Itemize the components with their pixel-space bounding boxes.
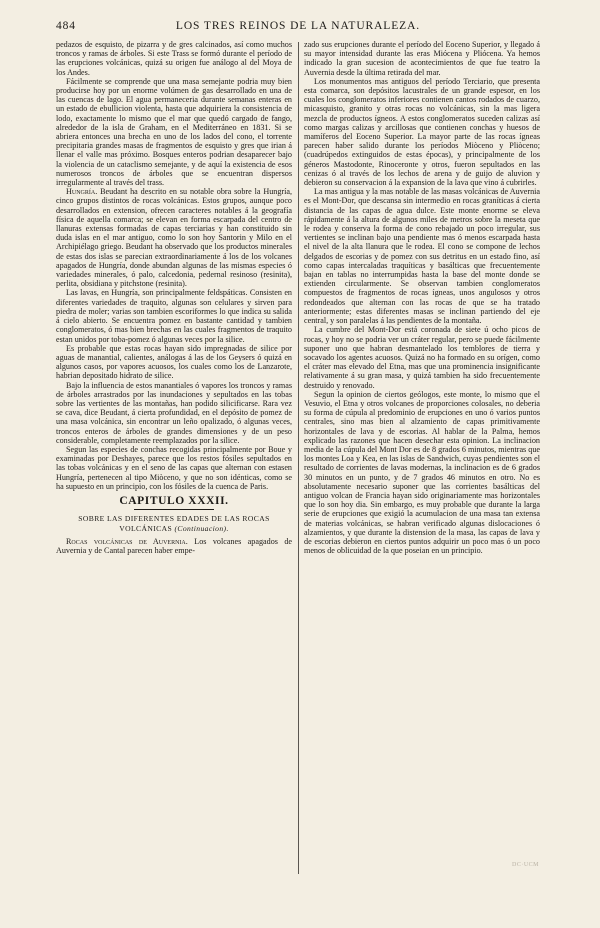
paragraph: Los monumentos mas antiguos del período Terciario, que presenta esta comarca, son depósitos lacustrales de un grande espesor, en los cuales los conglomeratos inferiores contienen cantos rodados de cuarzo, micasquisto, granito y otras rocas no volcánicas, sin la mas ligera mezcla de productos ígneos. A estos conglomeratos suceden calizas así como margas calizas y arcillosas que contienen conchas y huesos de mamíferos del Eoceno Superior. La mayor parte de las rocas ígneas parecen haber salido durante los períodos Miòceno y Pliòceno; (cuadrúpedos extinguidos de estas épocas), y principalmente de los géneros Mastodonte, Rinoceronte y otros, fueron sepultados en las cenizas ó al través de los lechos de arena y de guijo de aluvion y debieron su conservacion á la expansion de la lava que vino á cubrirles. [304, 76, 540, 188]
paragraph-text: Beudant ha descrito en su notable obra sobre la Hungría, cinco grupos distintos de rocas volcánicas. Estos grupos, aunque poco desarrollados en extension, ofrecen caracteres notables á la geografía física de aquella comarca; se elevan en forma escarpada del centro de llanuras extensas formadas de capas terciarias y han constituido sin duda islas en el mar antiguo, como lo son hoy Santorin y Milo en el Archipiélago griego. Beudant ha observado que los productos minerales de estas dos islas se parecian extraordinariamente á los de los volcanes apagados de Hungría, donde abundan algunas de las mismas especies ó variedades minerales, ó palo, calcedonia, pedernal resinoso (resinita), perlita, obsidiana y pitchstone (resinita). [56, 187, 292, 289]
running-header [56, 20, 540, 36]
paragraph: La cumbre del Mont-Dor está coronada de siete ú ocho picos de rocas, y hoy no se podria ver un cráter regular, pero se puede fácilmente suponer uno que habran desmantelado los temblores de tierra y socavado los agentes acuosos. Quizá no ha formado en su orígen, como el cráter mas elevado del Etna, mas que una prominencia insignificante relativamente á su gran masa, y quizá tambien ha sido frecuentemente destruido y renovado. [304, 325, 540, 390]
chapter-title: CAPITULO XXXII. [119, 494, 229, 507]
right-column [304, 40, 540, 880]
paragraph: pedazos de esquisto, de pizarra y de gres calcinados, así como muchos troncos y ramas de árboles. Si este Trass se formó durante el período de las erupciones volcánicas, quizá su origen fue análogo al del Moya de los Andes. [56, 40, 292, 77]
paragraph: Segun las especies de conchas recogidas principalmente por Boue y examinadas por Deshayes, parece que los restos fósiles sepultados en las tobas volcánicas y en el seno de las capas que alternan con estasen Hungría, pertenecen al tipo Miòceno, y que no son idénticas, como se ha supuesto en un principio, con los fósiles de la cuenca de Paris. [56, 444, 292, 491]
paragraph-lead: Hungría. [66, 187, 98, 197]
paragraph: Segun la opinion de ciertos geólogos, este monte, lo mismo que el Vesuvio, el Etna y otros volcanes de proporciones colosales, no deberia su forma de cúpula al predominio de erupciones en uno ó varios puntos centrales, sino mas bien al alzamiento de capas primitivamente horizontales de lava y de escorias. Al hablar de la Palma, hemos explicado las razones que hacen desechar esta opinion. La inclinacion media de la cúpula del Mont Dor es de 8 grados 6 minutos, mientras que los montes Loa y Kea, en las islas de Sandwich, cuyas pendientes son el resultado de corrientes de lavas modernas, la inclinacion es de 6 grados 30 minutos en un punto, y de 7 grados 46 minutos en otro. No es absolutamente necesario suponer que las corrientes basálticas del antiguo volcan de Francia hayan sido originariamente mas horizontales que lo son hoy dia. Sin embargo, es muy probable que durante la larga serie de erupciones que exigió la acumulacion de una masa tan extensa de materias volcánicas, se habran verificado algunas dislocaciones ó alzamientos, y que durante la distension de la masa, las capas de lava y de escorias debieron en ciertos puntos adquirir un poco mas ó un poco menos de oblicuidad de la que poseian en un principio. [304, 389, 540, 556]
paragraph: Bajo la influencia de estos manantiales ó vapores los troncos y ramas de árboles arrastrados por las inundaciones y sepultados en las tobas sobre las vertientes de las montañas, han podido silicificarse. Rara vez se cava, dice Beudant, á cierta profundidad, en el depósito de pomez de una masa volcánica, sin encontrar un leño opalizado, ó algunas veces, troncos enteros de árboles de grandes dimensiones y de un peso considerable, completamente reemplazados por la silice. [56, 380, 292, 445]
running-title: LOS TRES REINOS DE LA NATURALEZA. [175, 20, 421, 32]
paragraph [56, 187, 292, 288]
chapter-subtitle [60, 514, 288, 533]
paragraph: La mas antigua y la mas notable de las masas volcánicas de Auvernia es el Mont-Dor, que descansa sin intermedio en rocas graníticas á cierta distancia de las capas de agua dulce. Este monte enorme se eleva rápidamente á la altura de algunos miles de metros sobre la meseta que le rodea y conserva la forma de cono rebajado un poco irregular, sus vertientes se inclinan bajo una pendiente mas ó menos escarpada hasta el nivel de la alta llanura que le rodea. El cono se compone de lechos delgados de escorias y de pomez con sus detritus en un estado fino, así como capas intercaladas traquíticas y basálticas que frecuentemente bajan en tablas no interrumpidas hasta la base del monte donde se extienden circularmente. Se observan tambien conglomeratos compuestos de fragmentos de rocas ígneas, unos angulosos y otros redondeados que alternan con las rocas de que se ha tratado anteriormente; estas diferentes masas se inclinan partiendo del eje central, y son paralelas á las pendientes de la montaña. [304, 187, 540, 326]
page-number: 484 [56, 20, 76, 32]
chapter-subtitle-text: SOBRE LAS DIFERENTES EDADES DE LAS ROCAS VOLCÁNICAS [78, 514, 270, 533]
paragraph: Las lavas, en Hungría, son principalmente feldspáticas. Consisten en diferentes variedades de traquito, algunas son celulares y sirven para piedra de moler; varias son tambien escoriformes lo que indica su salida á cielo abierto. Se encuentra pomez en bastante cantidad y tambien conglomeratos, ó mas bien brechas en las cuales fragmentos de traquito estan unidos por toba-pomez ó algunas veces por la silice. [56, 288, 292, 344]
chapter-subtitle-italic: (Continuacion). [174, 523, 229, 533]
paragraph-text: Los volcanes apagados de Auvernia y de Cantal parecen haber empe- [56, 536, 292, 556]
paragraph: Es probable que estas rocas hayan sido impregnadas de silice por aguas de manantial, calientes, análogas á las de los Geysers ó quizá en algunos casos, por vapores acuosos, los cuales como los de Lanzarote, habrian depositado hidrato de silice. [56, 343, 292, 381]
paragraph-lead: Rocas volcánicas de Auvernia. [66, 536, 188, 546]
paragraph [56, 537, 292, 555]
left-column [56, 40, 292, 880]
paragraph: Fácilmente se comprende que una masa semejante podria muy bien producirse hoy por un enorme volúmen de gas desarrollado en una de las cuencas de lago. El agua permaneceria durante semanas enteras en un estado de ebullicion violenta, hasta que adquiriera la consistencia de lodo, exactamente lo mismo que el mar que quedó cargado de fango, alrededor de la isla de Graham, en el Mediterráneo en 1831. Si se abriera entonces una brecha en uno de los lados del cono, el torrente precipitaria grandes masas de fragmentos de esquisto y gres que irian á llenar el valle mas próximo. Bosques enteros podrian desaparecer bajo la violencia de un cataclismo semejante, y de aquí la existencia de esos numerosos troncos de árboles que se encuentran dispersos irregularmente al través del trass. [56, 76, 292, 188]
chapter-rule [134, 509, 214, 510]
paragraph: zado sus erupciones durante el período del Eoceno Superior, y llegado á su mayor intensidad durante las eras Miócena y Pliócena. Ya hemos indicado la gran sucesion de acontecimientos de que fue teatro la Auvernia desde la última retirada del mar. [304, 40, 540, 77]
column-divider [298, 42, 299, 874]
library-stamp: DC·UCM [512, 862, 540, 868]
